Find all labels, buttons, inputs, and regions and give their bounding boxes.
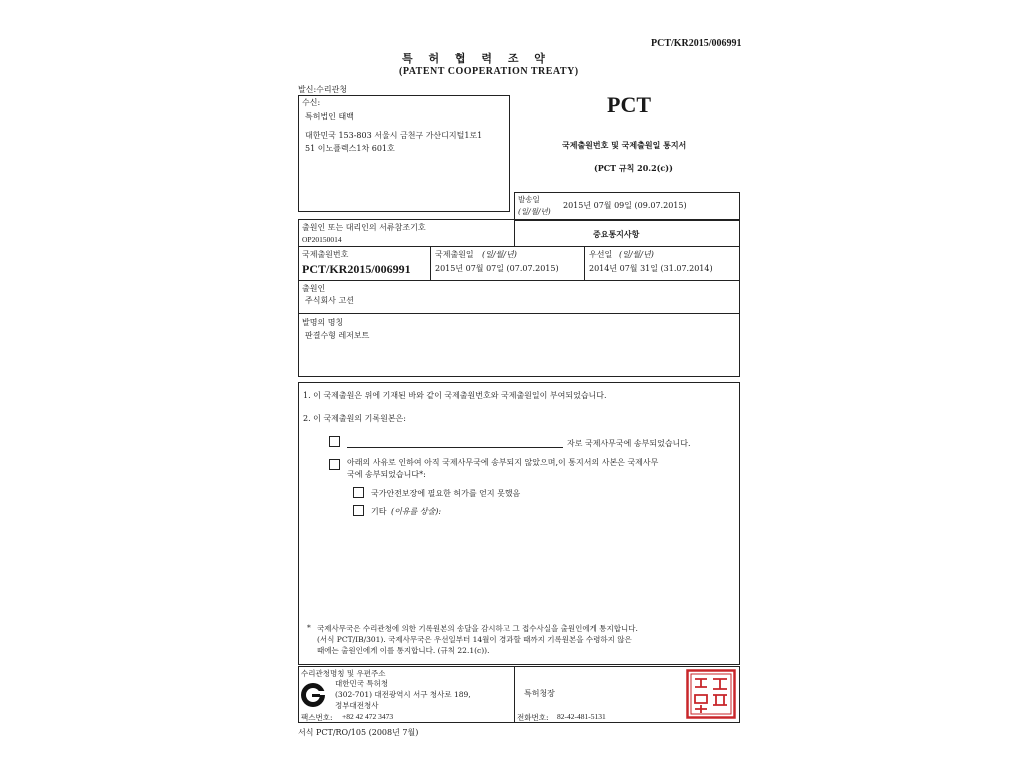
kipo-logo bbox=[300, 682, 326, 708]
body-box bbox=[298, 382, 740, 665]
filing-date-label: 국제출원일 bbox=[435, 250, 474, 259]
reference-value: OP20150014 bbox=[302, 235, 342, 244]
office-address-2: 정부대전청사 bbox=[335, 701, 379, 710]
pct-rule: (PCT 규칙 20.2(c)) bbox=[594, 163, 673, 173]
reference-label: 출원인 또는 대리인의 서류참조기호 bbox=[302, 223, 426, 232]
office-address-1: (302-701) 대전광역시 서구 청사로 189, bbox=[335, 690, 471, 699]
signatory: 특허청장 bbox=[524, 689, 555, 698]
date-blank-line bbox=[347, 447, 563, 448]
office-label: 수리관청명칭 및 우편주소 bbox=[301, 669, 386, 678]
option-2-line2: 국에 송부되었습니다*: bbox=[347, 470, 426, 479]
recipient-name: 특허법인 태백 bbox=[305, 112, 354, 121]
phone-label: 전화번호: bbox=[517, 713, 549, 722]
sender-label: 발신:수리관청 bbox=[298, 85, 348, 94]
mailing-date-box bbox=[514, 192, 740, 221]
checkbox-other[interactable] bbox=[353, 505, 364, 516]
item-1: 1. 이 국제출원은 위에 기재된 바와 같이 국제출원번호와 국제출원일이 부여되었습니다. bbox=[303, 391, 607, 400]
pct-heading: PCT bbox=[607, 92, 651, 117]
phone-number: 82-42-481-5131 bbox=[557, 712, 606, 721]
sub-option-2-italic: (이유를 상술): bbox=[391, 507, 442, 516]
application-number-value: PCT/KR2015/006991 bbox=[302, 262, 411, 276]
invention-value: 판결수형 레저보트 bbox=[305, 331, 370, 340]
footnote-line3: 때에는 출원인에게 이를 통지합니다. (규칙 22.1(c)). bbox=[317, 646, 490, 655]
recipient-label: 수신: bbox=[302, 98, 321, 107]
recipient-address-line1: 대한민국 153-803 서울시 금천구 가산디지털1로1 bbox=[305, 131, 483, 140]
form-grid bbox=[298, 219, 740, 377]
mailing-date-label: 발송일 bbox=[518, 195, 540, 204]
priority-date-format: (일/월/년) bbox=[619, 250, 654, 259]
notice-title: 국제출원번호 및 국제출원일 통지서 bbox=[562, 140, 687, 150]
applicant-value: 주식회사 고션 bbox=[305, 296, 354, 305]
sub-option-1: 국가안전보장에 필요한 허가를 얻지 못했음 bbox=[371, 489, 521, 498]
footnote-line2: (서식 PCT/IB/301). 국제사무국은 우선일부터 14월이 경과할 때까지 기록원본을 수령하지 않은 bbox=[317, 635, 632, 644]
recipient-box bbox=[298, 95, 510, 212]
application-number-label: 국제출원번호 bbox=[302, 250, 349, 259]
mailing-date-format: (일/월/년) bbox=[518, 207, 551, 216]
filing-date-format: (일/월/년) bbox=[482, 250, 517, 259]
mailing-date-value: 2015년 07월 09일 (09.07.2015) bbox=[563, 201, 687, 210]
title-english: (PATENT COOPERATION TREATY) bbox=[399, 66, 579, 77]
recipient-address-line2: 51 이노플렉스1차 601호 bbox=[305, 144, 395, 153]
priority-date-value: 2014년 07월 31일 (31.07.2014) bbox=[589, 264, 713, 273]
fax-label: 팩스번호: bbox=[301, 713, 333, 722]
checkbox-national-security[interactable] bbox=[353, 487, 364, 498]
applicant-label: 출원인 bbox=[302, 284, 326, 293]
option-2-line1: 아래의 사유로 인하여 아직 국제사무국에 송부되지 않았으며,이 통지서의 사본은 국제사무 bbox=[347, 458, 659, 467]
invention-label: 발명의 명칭 bbox=[302, 318, 344, 327]
priority-date-label: 우선일 bbox=[589, 250, 613, 259]
footnote-asterisk: * bbox=[307, 623, 311, 632]
checkbox-transmitted[interactable] bbox=[329, 436, 340, 447]
footnote-line1: 국제사무국은 수리관청에 의한 기록원본의 송달을 감시하고 그 접수사실을 출원인에게 통지합니다. bbox=[317, 624, 638, 633]
filing-date-value: 2015년 07월 07일 (07.07.2015) bbox=[435, 264, 559, 273]
item-2: 2. 이 국제출원의 기록원본은: bbox=[303, 414, 406, 423]
fax-number: +82 42 472 3473 bbox=[342, 712, 394, 721]
checkbox-not-transmitted[interactable] bbox=[329, 459, 340, 470]
option-1-text: 자로 국제사무국에 송부되었습니다. bbox=[567, 439, 691, 448]
office-name: 대한민국 특허청 bbox=[335, 679, 389, 688]
form-identifier: 서식 PCT/RO/105 (2008년 7월) bbox=[298, 728, 419, 737]
title-korean: 특 허 협 력 조 약 bbox=[402, 52, 551, 65]
important-notice: 중요통지사항 bbox=[593, 229, 640, 239]
official-seal-stamp bbox=[686, 669, 736, 719]
sub-option-2-prefix: 기타 bbox=[371, 507, 387, 516]
document-number: PCT/KR2015/006991 bbox=[651, 38, 742, 49]
